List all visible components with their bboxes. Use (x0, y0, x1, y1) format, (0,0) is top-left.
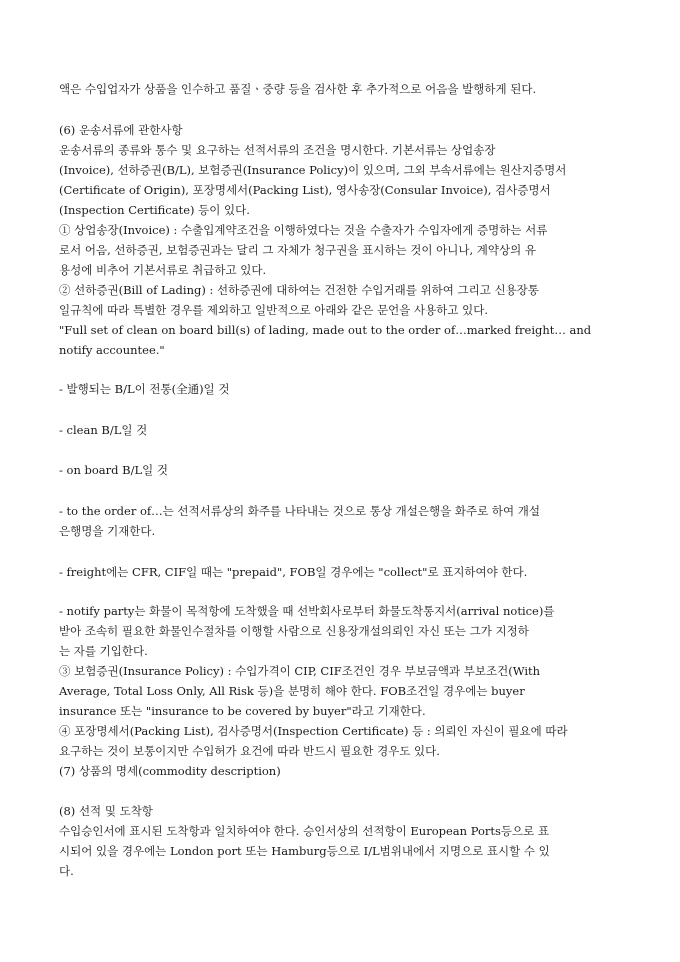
bullet-clean: - clean B/L일 것 (59, 423, 148, 437)
bullet-notify: - notify party는 화물이 목적항에 도착했을 때 선박회사로부터 화물도착통지서(arrival notice)를 받아 조속히 필요한 화물인수절차를 이행할 사람으로 신용장개설의뢰인 자신 또는 그가 지정하 는 자를 기입한다. ③ 보험증권(Insurance Policy) : 수입가격이 CIP, CIF조건인 경우 부보금액과 부보조건(With Average, Total Loss Only, All Risk 등)을 분명히 해야 한다. FOB조건일 경우에는 buyer insurance 또는 "insurance to be covered by buyer"라고 기재한다. ④ 포장명세서(Packing List), 검사증명서(Inspection Certificate) 등 : 의뢰인 자신이 필요에 따라 요구하는 것이 보통이지만 수입허가 요건에 따라 반드시 필요한 경우도 있다. (7) 상품의 명세(commodity description) (59, 604, 568, 778)
bullet-order: - to the order of…는 선적서류상의 화주를 나타내는 것으로 통상 개설은행을 화주로 하여 개설 은행명을 기재한다. (59, 504, 540, 538)
section-6-body: 운송서류의 종류와 통수 및 요구하는 선적서류의 조건을 명시한다. 기본서류는 상업송장 (Invoice), 선하증권(B/L), 보험증권(Insurance Policy)이 있으며, 그외 부속서류에는 원산지증명서 (Certificate of Origin), 포장명세서(Packing List), 영사송장(Consular Invoice), 검사증명서 (Inspection Certificate) 등이 있다. ① 상업송장(Invoice) : 수출입계약조건을 이행하였다는 것을 수출자가 수입자에게 증명하는 서류 로서 어음, 선하증권, 보험증권과는 달리 그 자체가 청구권을 표시하는 것이 아니나, 계약상의 유 용성에 비추어 기본서류로 취급하고 있다. ② 선하증권(Bill of Lading) : 선하증권에 대하여는 건전한 수입거래를 위하여 그리고 신용장통 일규칙에 따라 특별한 경우를 제외하고 일반적으로 아래와 같은 문언을 사용하고 있다. "Full set of clean on board bill(s) of lading, made out to the order of…marked freight… and notify accountee." (59, 143, 592, 357)
section-6-heading: (6) 운송서류에 관한사항 (59, 123, 183, 137)
intro-paragraph: 액은 수입업자가 상품을 인수하고 품질ㆍ중량 등을 검사한 후 추가적으로 어음을 발행하게 된다. (59, 82, 537, 96)
bullet-full-set: - 발행되는 B/L이 전통(全通)일 것 (59, 382, 230, 396)
bullet-freight: - freight에는 CFR, CIF일 때는 "prepaid", FOB일 경우에는 "collect"로 표지하여야 한다. (59, 565, 528, 579)
section-8: (8) 선적 및 도착항 수입승인서에 표시된 도착항과 일치하여야 한다. 승인서상의 선적항이 European Ports등으로 표 시되어 있을 경우에는 London port 또는 Hamburg등으로 I/L범위내에서 지명으로 표시할 수 있 다. (59, 804, 550, 878)
bullet-on-board: - on board B/L일 것 (59, 463, 169, 477)
